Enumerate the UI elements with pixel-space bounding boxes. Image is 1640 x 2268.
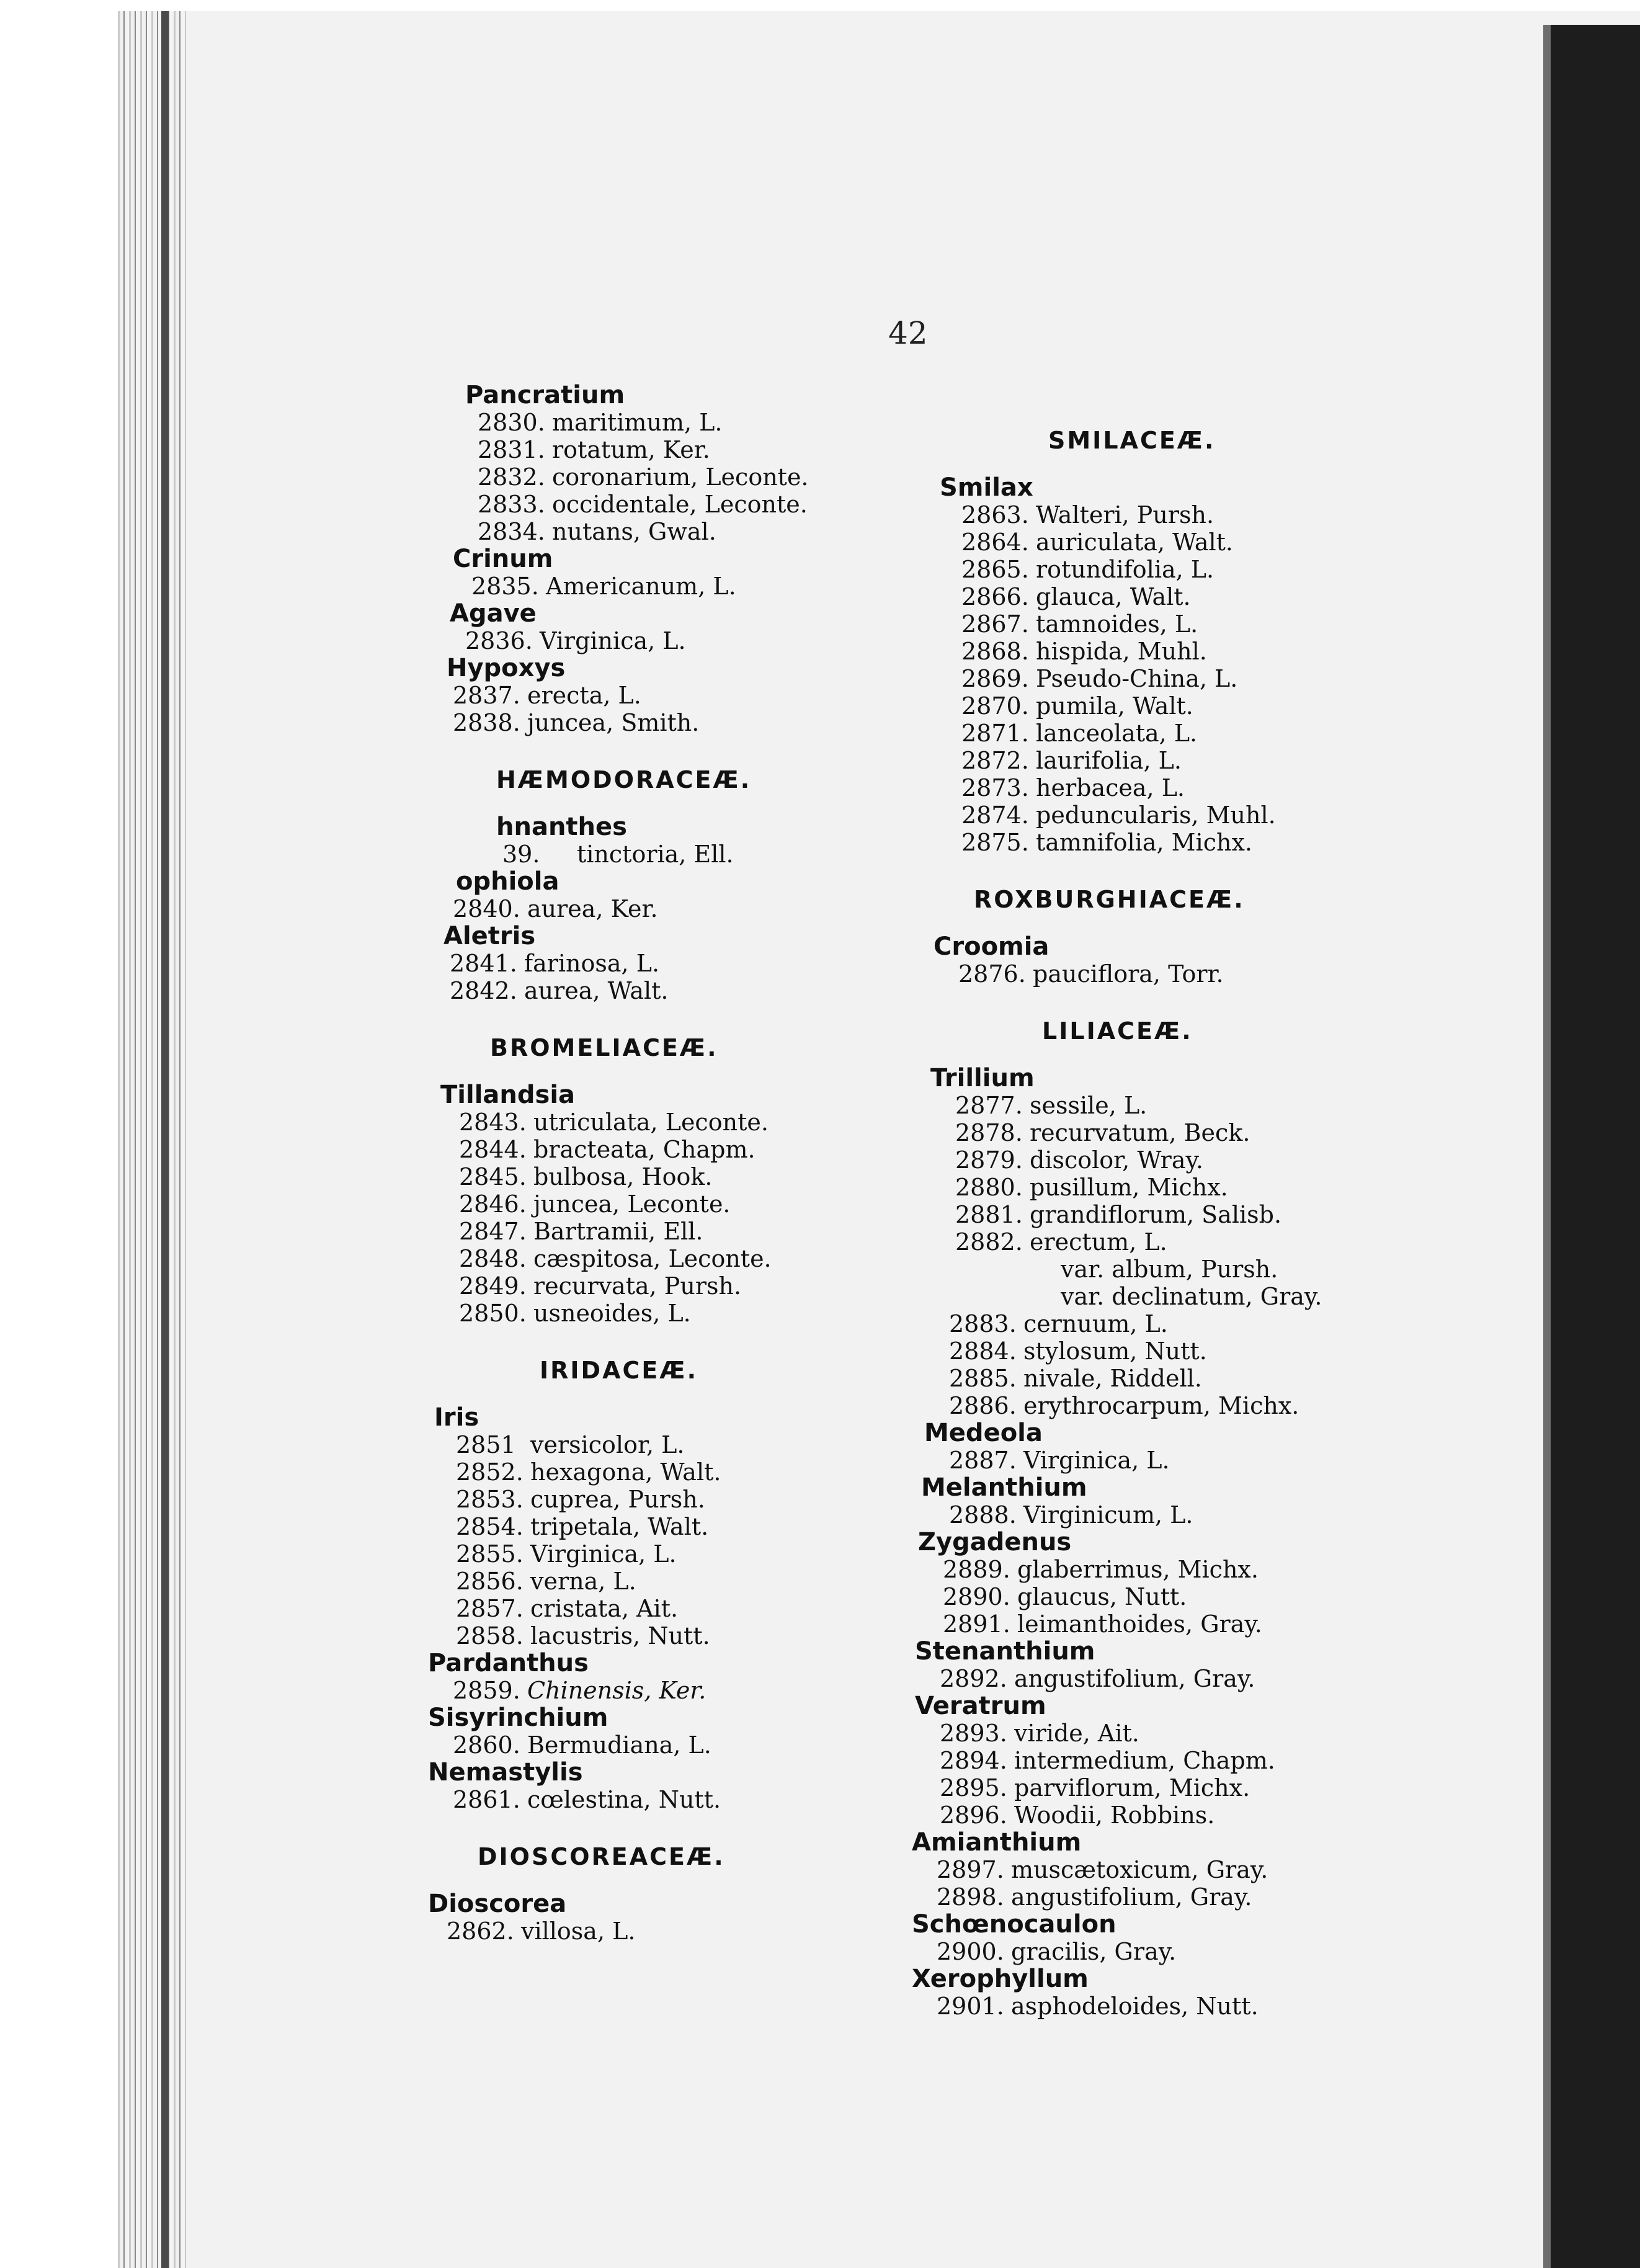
species-entry — [912, 1092, 1532, 1119]
species-number: 2898. — [937, 1883, 1004, 1911]
species-number: 2846. — [459, 1190, 527, 1218]
species-name: usneoides, L. — [533, 1300, 691, 1327]
genus-heading: Trillium — [930, 1064, 1035, 1092]
species-name: occidentale, Leconte. — [552, 491, 808, 518]
species-number: 2895. — [940, 1774, 1007, 1801]
genus-heading: Aletris — [443, 922, 536, 950]
species-name: peduncularis, Muhl. — [1036, 801, 1276, 829]
species-name: cristata, Ait. — [530, 1595, 679, 1622]
species-name: aurea, Walt. — [524, 977, 669, 1004]
species-number: 2854. — [456, 1513, 524, 1540]
genus-heading: Sisyrinchium — [428, 1703, 608, 1732]
species-entry — [912, 801, 1532, 829]
species-name: cœlestina, Nutt. — [527, 1786, 721, 1813]
species-entry — [912, 1501, 1532, 1529]
species-name: discolor, Wray. — [1030, 1146, 1203, 1174]
species-entry — [912, 1146, 1532, 1174]
species-number: 2830. — [478, 409, 545, 436]
species-number: 2851 — [456, 1431, 516, 1458]
species-entry — [912, 1801, 1532, 1829]
species-name: Virginica, L. — [1023, 1447, 1170, 1474]
species-number: 2872. — [961, 747, 1029, 774]
species-name: erectum, L. — [1030, 1228, 1167, 1256]
species-name: Americanum, L. — [546, 573, 736, 600]
species-name: asphodeloides, Nutt. — [1011, 1993, 1259, 2020]
species-number: 2866. — [961, 583, 1029, 610]
species-name: tamnoides, L. — [1036, 610, 1198, 638]
species-entry — [912, 1392, 1532, 1419]
species-name: maritimum, L. — [552, 409, 723, 436]
species-name: intermedium, Chapm. — [1014, 1747, 1275, 1774]
species-number: 2831. — [478, 436, 545, 463]
species-number: 2888. — [949, 1501, 1017, 1529]
species-number: 2857. — [456, 1595, 524, 1622]
family-heading: ROXBURGHIACEÆ. — [974, 886, 1245, 913]
species-number: 2884. — [949, 1337, 1017, 1365]
species-entry — [912, 501, 1532, 529]
species-name: angustifolium, Gray. — [1014, 1665, 1255, 1692]
genus-heading: Dioscorea — [428, 1890, 567, 1918]
species-entry — [912, 1174, 1532, 1201]
species-entry — [912, 529, 1532, 556]
species-number: 2847. — [459, 1218, 527, 1245]
species-name: Virginica, L. — [530, 1540, 677, 1568]
book-spine-edge — [118, 0, 186, 2268]
species-entry — [912, 1119, 1532, 1146]
species-name: viride, Ait. — [1014, 1720, 1139, 1747]
species-name: verna, L. — [530, 1568, 636, 1595]
species-number: 2834. — [478, 518, 545, 545]
species-entry — [912, 1665, 1532, 1692]
genus-heading: ophiola — [456, 867, 559, 896]
family-heading: DIOSCOREACEÆ. — [478, 1843, 725, 1870]
species-entry — [912, 960, 1532, 988]
species-name: hexagona, Walt. — [530, 1458, 721, 1486]
species-number: 2877. — [955, 1092, 1023, 1119]
species-name: nutans, Gwal. — [552, 518, 716, 545]
genus-heading: Hypoxys — [447, 654, 566, 682]
species-number: 2853. — [456, 1486, 524, 1513]
species-number: 2843. — [459, 1109, 527, 1136]
species-name: gracilis, Gray. — [1011, 1938, 1177, 1965]
species-entry — [912, 583, 1532, 610]
species-name: cuprea, Pursh. — [530, 1486, 705, 1513]
species-number: 2892. — [940, 1665, 1007, 1692]
species-name: Walteri, Pursh. — [1036, 501, 1214, 529]
species-name: glaucus, Nutt. — [1017, 1583, 1187, 1610]
species-entry — [912, 1938, 1532, 1965]
species-number: 2855. — [456, 1540, 524, 1568]
species-name: pauciflora, Torr. — [1033, 960, 1224, 988]
species-number: 2879. — [955, 1146, 1023, 1174]
species-number: 2882. — [955, 1228, 1023, 1256]
species-number: 2871. — [961, 720, 1029, 747]
species-name: lacustris, Nutt. — [530, 1622, 710, 1650]
species-name: coronarium, Leconte. — [552, 463, 809, 491]
species-name: angustifolium, Gray. — [1011, 1883, 1252, 1911]
species-number: 2878. — [955, 1119, 1023, 1146]
species-number: 2852. — [456, 1458, 524, 1486]
species-number: 2880. — [955, 1174, 1023, 1201]
species-number: 2861. — [453, 1786, 520, 1813]
species-entry — [912, 1337, 1532, 1365]
species-entry — [912, 1201, 1532, 1228]
species-name: leimanthoides, Gray. — [1017, 1610, 1262, 1638]
species-entry — [912, 1774, 1532, 1801]
genus-heading: Amianthium — [912, 1828, 1082, 1857]
genus-heading: Melanthium — [921, 1473, 1087, 1502]
species-entry — [912, 610, 1532, 638]
right-column — [912, 397, 1532, 2020]
species-number: 2836. — [465, 627, 533, 654]
species-name: glauca, Walt. — [1036, 583, 1191, 610]
species-name: herbacea, L. — [1036, 774, 1185, 801]
species-name: pusillum, Michx. — [1030, 1174, 1228, 1201]
species-number: 2838. — [453, 709, 520, 736]
species-entry — [912, 665, 1532, 692]
species-entry — [912, 556, 1532, 583]
species-number: 2837. — [453, 682, 520, 709]
facing-page-shadow — [1551, 25, 1640, 2268]
species-name: lanceolata, L. — [1036, 720, 1198, 747]
species-name: Pseudo-China, L. — [1036, 665, 1238, 692]
genus-heading: hnanthes — [496, 813, 627, 841]
species-name: recurvatum, Beck. — [1030, 1119, 1250, 1146]
species-name: sessile, L. — [1030, 1092, 1148, 1119]
species-entry — [912, 1856, 1532, 1883]
species-name: utriculata, Leconte. — [533, 1109, 769, 1136]
species-entry — [912, 720, 1532, 747]
species-number: 39. — [502, 841, 540, 868]
species-name: Virginicum, L. — [1023, 1501, 1193, 1529]
genus-heading: Crinum — [453, 545, 553, 573]
species-number: 2885. — [949, 1365, 1017, 1392]
species-number: 2863. — [961, 501, 1029, 529]
family-heading: IRIDACEÆ. — [540, 1357, 698, 1384]
species-number: 2901. — [937, 1993, 1004, 2020]
species-number: 2832. — [478, 463, 545, 491]
species-number: 2881. — [955, 1201, 1023, 1228]
species-name: versicolor, L. — [530, 1431, 685, 1458]
species-name: aurea, Ker. — [527, 895, 658, 922]
genus-heading: Veratrum — [915, 1692, 1046, 1720]
species-name: tamnifolia, Michx. — [1036, 829, 1252, 856]
species-number: 2900. — [937, 1938, 1004, 1965]
species-name: recurvata, Pursh. — [533, 1272, 742, 1300]
species-name: parviflorum, Michx. — [1014, 1774, 1250, 1801]
species-number: 2869. — [961, 665, 1029, 692]
species-number: 2862. — [447, 1918, 514, 1945]
genus-heading: Pardanthus — [428, 1649, 589, 1677]
species-number: 2858. — [456, 1622, 524, 1650]
species-number: 2845. — [459, 1163, 527, 1190]
family-heading: SMILACEÆ. — [1048, 427, 1216, 454]
species-number: 2840. — [453, 895, 520, 922]
species-name: hispida, Muhl. — [1036, 638, 1207, 665]
species-number: 2874. — [961, 801, 1029, 829]
genus-heading: Agave — [450, 599, 537, 628]
species-number: 2883. — [949, 1310, 1017, 1337]
species-number: 2865. — [961, 556, 1029, 583]
species-number: 2875. — [961, 829, 1029, 856]
species-name: bulbosa, Hook. — [533, 1163, 713, 1190]
species-entry — [912, 829, 1532, 856]
genus-heading: Croomia — [934, 932, 1050, 961]
species-number: 2833. — [478, 491, 545, 518]
species-number: 2856. — [456, 1568, 524, 1595]
species-name: rotatum, Ker. — [552, 436, 710, 463]
species-entry — [912, 1883, 1532, 1911]
species-number: 2876. — [958, 960, 1026, 988]
species-number: 2841. — [450, 950, 517, 977]
species-entry — [912, 1747, 1532, 1774]
family-heading: LILIACEÆ. — [1042, 1017, 1193, 1045]
species-name: auriculata, Walt. — [1036, 529, 1234, 556]
species-name: juncea, Leconte. — [533, 1190, 731, 1218]
species-name: pumila, Walt. — [1036, 692, 1193, 720]
species-name: erythrocarpum, Michx. — [1023, 1392, 1299, 1419]
genus-heading: Schœnocaulon — [912, 1910, 1116, 1939]
species-entry — [912, 1610, 1532, 1638]
species-name: tinctoria, Ell. — [577, 841, 734, 868]
species-entry — [912, 638, 1532, 665]
species-name: muscætoxicum, Gray. — [1011, 1856, 1268, 1883]
species-number: 2842. — [450, 977, 517, 1004]
species-name: cæspitosa, Leconte. — [533, 1245, 772, 1272]
species-number: 2835. — [471, 573, 539, 600]
species-name: Bermudiana, L. — [527, 1731, 711, 1759]
top-margin — [0, 0, 1640, 11]
species-number: 2848. — [459, 1245, 527, 1272]
species-number: 2889. — [943, 1556, 1010, 1583]
genus-heading: Zygadenus — [918, 1528, 1072, 1556]
species-entry — [912, 774, 1532, 801]
species-number: 2867. — [961, 610, 1029, 638]
variety-entry: var. album, Pursh. — [1061, 1256, 1278, 1283]
species-number: 2868. — [961, 638, 1029, 665]
species-name: erecta, L. — [527, 682, 641, 709]
genus-heading: Nemastylis — [428, 1758, 583, 1787]
species-entry — [912, 1365, 1532, 1392]
species-entry — [912, 1720, 1532, 1747]
species-entry — [912, 1310, 1532, 1337]
species-number: 2860. — [453, 1731, 520, 1759]
species-name: Woodii, Robbins. — [1014, 1801, 1215, 1829]
species-number: 2890. — [943, 1583, 1010, 1610]
species-name: glaberrimus, Michx. — [1017, 1556, 1259, 1583]
species-number: 2873. — [961, 774, 1029, 801]
species-number: 2887. — [949, 1447, 1017, 1474]
spine-shadow — [161, 0, 169, 2268]
species-number: 2893. — [940, 1720, 1007, 1747]
species-name: juncea, Smith. — [527, 709, 700, 736]
species-name: farinosa, L. — [524, 950, 660, 977]
genus-heading: Smilax — [940, 473, 1033, 502]
species-number: 2844. — [459, 1136, 527, 1163]
species-name: bracteata, Chapm. — [533, 1136, 755, 1163]
species-entry — [912, 692, 1532, 720]
species-number: 2850. — [459, 1300, 527, 1327]
genus-heading: Xerophyllum — [912, 1965, 1089, 1993]
species-entry — [912, 1447, 1532, 1474]
genus-heading: Stenanthium — [915, 1637, 1095, 1666]
family-heading: BROMELIACEÆ. — [490, 1034, 718, 1061]
genus-heading: Medeola — [924, 1419, 1043, 1447]
species-entry — [912, 747, 1532, 774]
species-name: tripetala, Walt. — [530, 1513, 709, 1540]
species-name: laurifolia, L. — [1036, 747, 1182, 774]
species-name: cernuum, L. — [1023, 1310, 1168, 1337]
species-number: 2870. — [961, 692, 1029, 720]
species-entry — [912, 1228, 1532, 1256]
species-name: Chinensis, Ker. — [527, 1677, 706, 1704]
left-margin — [0, 0, 118, 2268]
species-number: 2886. — [949, 1392, 1017, 1419]
species-number: 2859. — [453, 1677, 520, 1704]
species-name: Virginica, L. — [540, 627, 686, 654]
species-name: stylosum, Nutt. — [1023, 1337, 1207, 1365]
species-number: 2864. — [961, 529, 1029, 556]
species-number: 2897. — [937, 1856, 1004, 1883]
species-name: rotundifolia, L. — [1036, 556, 1214, 583]
species-number: 2891. — [943, 1610, 1010, 1638]
genus-heading: Iris — [434, 1403, 479, 1432]
species-number: 2849. — [459, 1272, 527, 1300]
species-name: nivale, Riddell. — [1023, 1365, 1202, 1392]
genus-heading: Pancratium — [465, 381, 625, 409]
genus-heading: Tillandsia — [440, 1081, 576, 1109]
family-heading: HÆMODORACEÆ. — [496, 766, 752, 793]
species-entry — [912, 1556, 1532, 1583]
species-number: 2894. — [940, 1747, 1007, 1774]
variety-entry: var. declinatum, Gray. — [1061, 1283, 1322, 1310]
species-name: villosa, L. — [521, 1918, 636, 1945]
species-entry — [912, 1993, 1532, 2020]
species-entry — [912, 1583, 1532, 1610]
page-number: 42 — [888, 315, 928, 351]
species-number: 2896. — [940, 1801, 1007, 1829]
species-name: grandiflorum, Salisb. — [1030, 1201, 1282, 1228]
species-name: Bartramii, Ell. — [533, 1218, 703, 1245]
